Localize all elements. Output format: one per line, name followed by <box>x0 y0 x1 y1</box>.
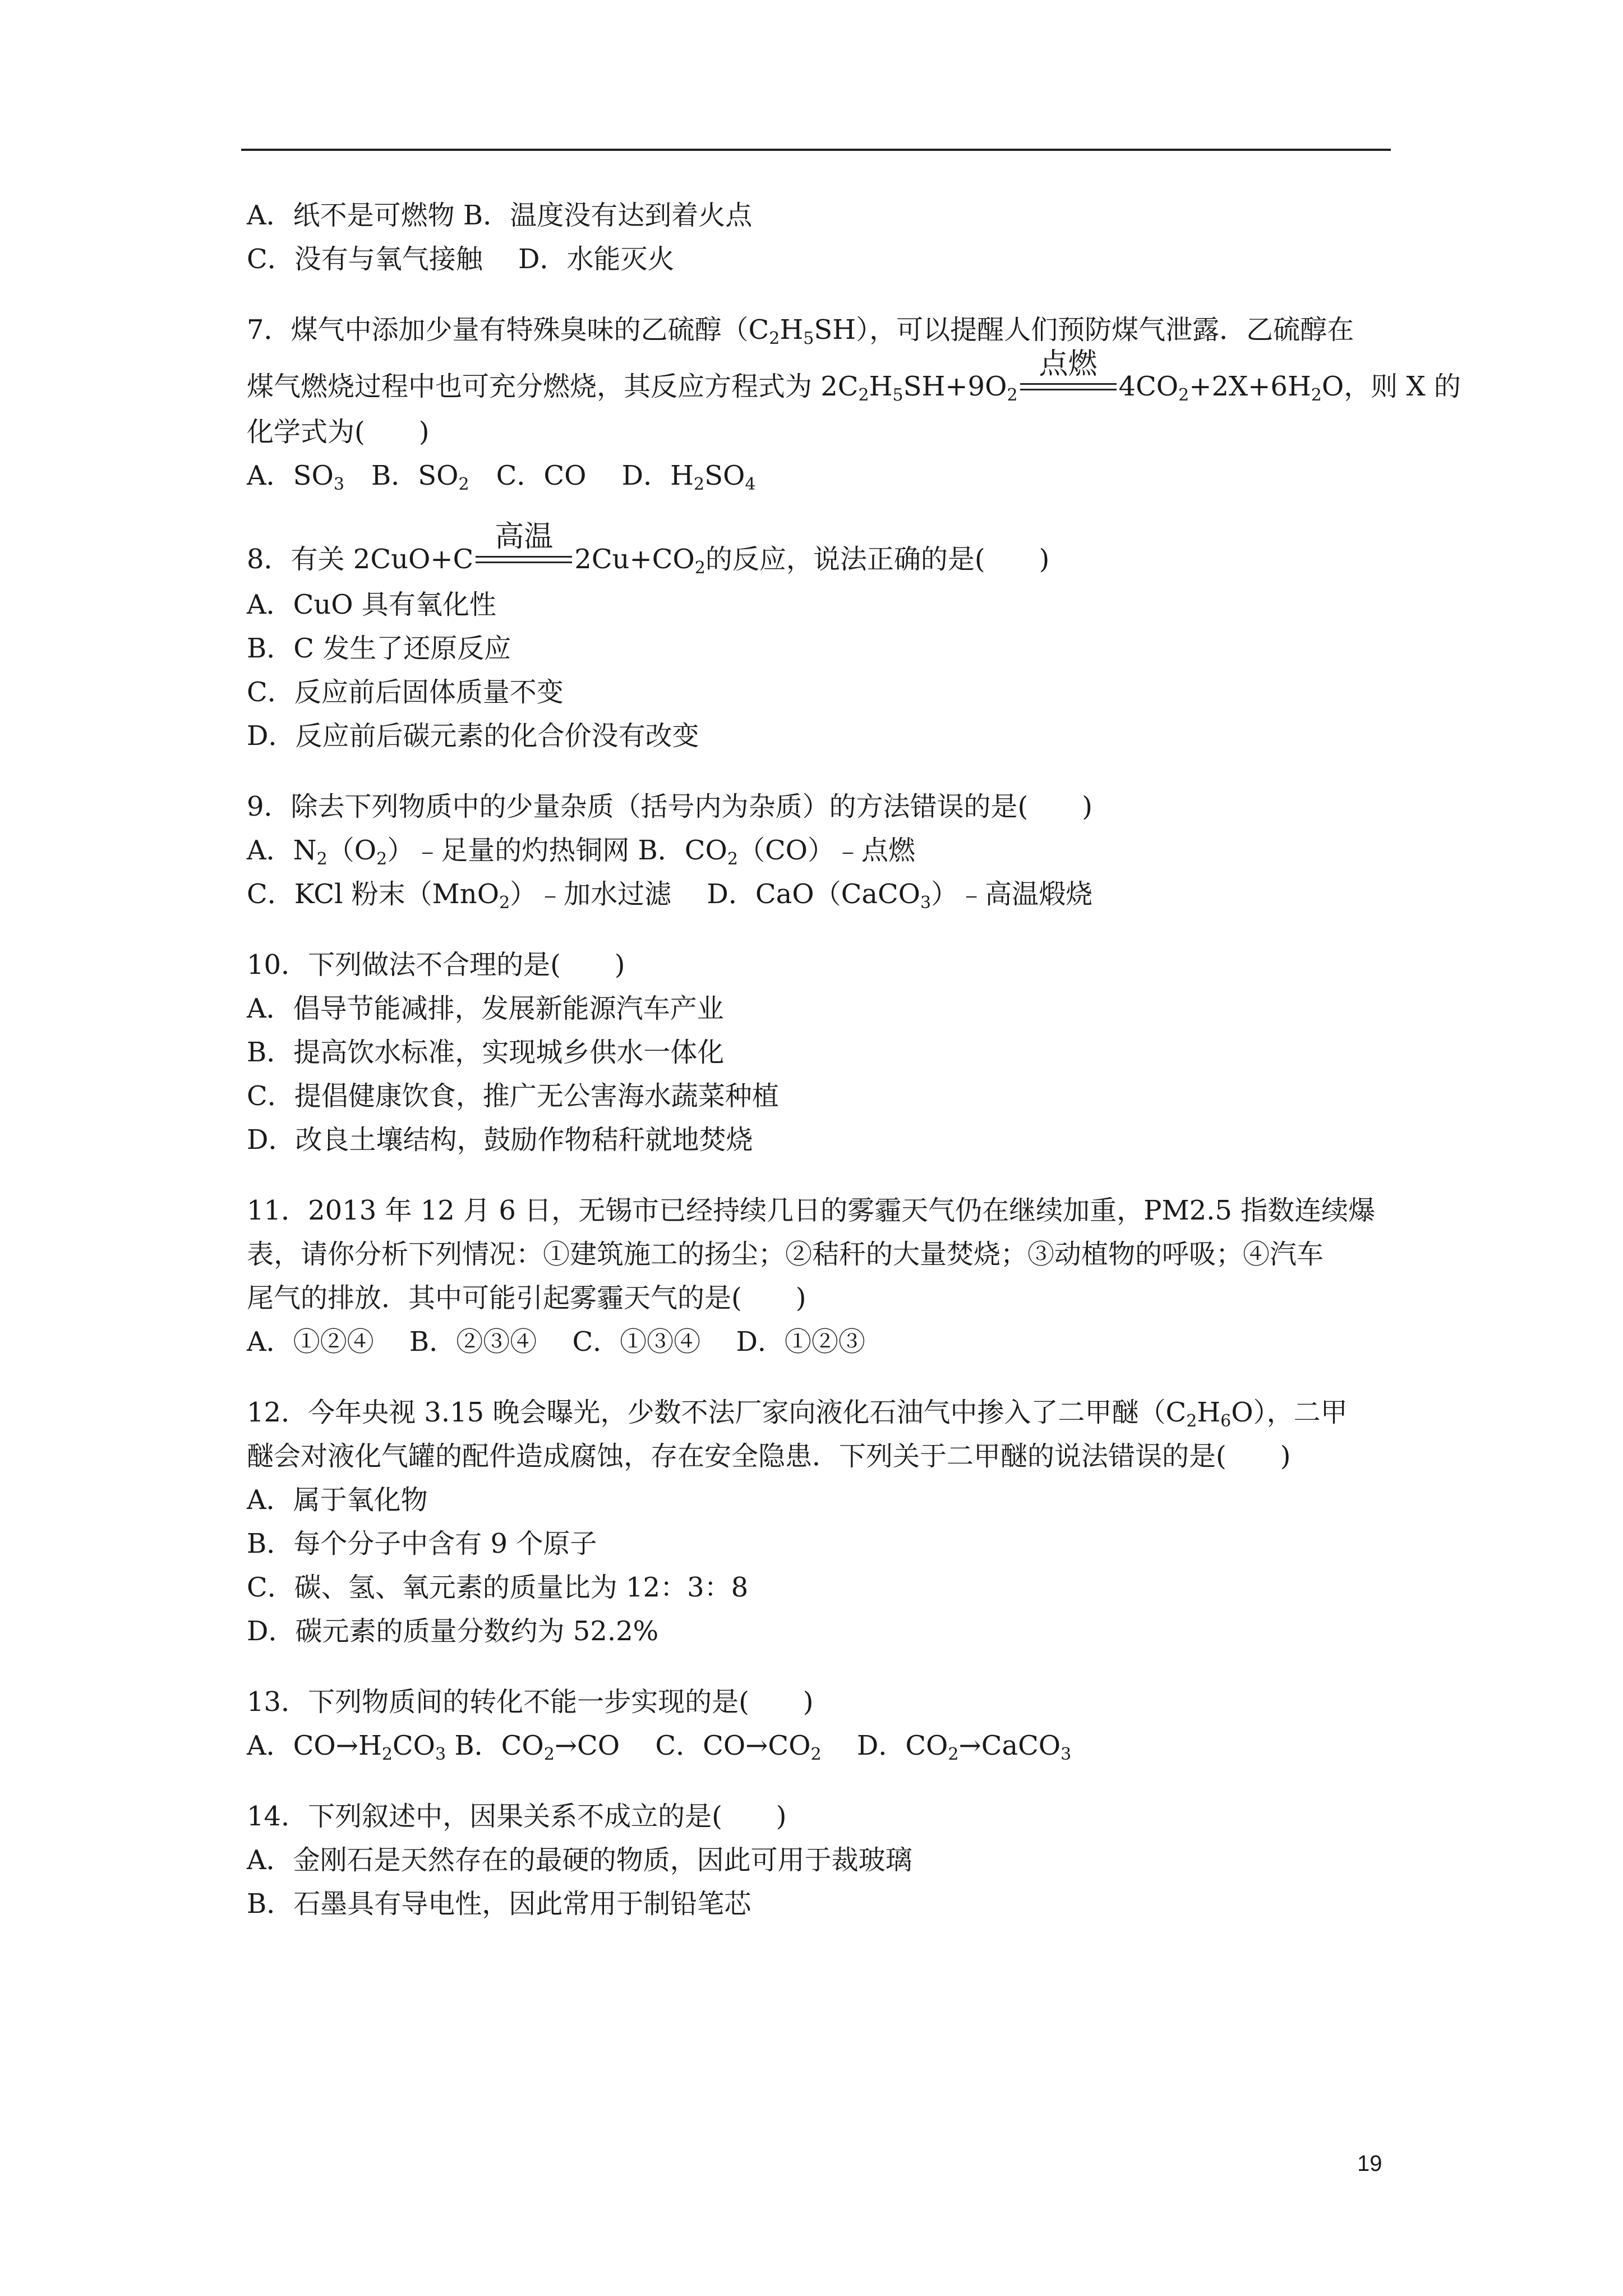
question-stem: 醚会对液化气罐的配件造成腐蚀，存在安全隐患．下列关于二甲醚的说法错误的是( ) <box>247 1441 1291 1472</box>
reaction-condition: 高温 <box>476 537 572 570</box>
question-8 <box>247 520 1396 758</box>
option-d: D．反应前后碳元素的化合价没有改变 <box>247 720 699 752</box>
option-b: B．C 发生了还原反应 <box>247 633 511 664</box>
option-line: A．$N_2(O_2)﹣$足量的灼热铜网 B．$CO_2(CO)﹣$点燃 <box>247 835 916 869</box>
option-b: B．石墨具有导电性，因此常用于制铅笔芯 <box>247 1888 751 1920</box>
option-b: B．提高饮水标准，实现城乡供水一体化 <box>247 1037 725 1068</box>
option-line: A．纸不是可燃物 B．温度没有达到着火点 <box>247 200 753 231</box>
question-stem: 化学式为( ) <box>247 416 430 448</box>
header-rule <box>241 149 1391 151</box>
page-number: 19 <box>1357 2151 1382 2176</box>
option-line: C．KCl 粉末（MnO$_2$）﹣加水过滤 D．CaO（CaCO$_3$）﹣高温煅烧 <box>247 878 1093 913</box>
question-13 <box>247 1680 1396 1768</box>
question-stem: 8．有关 2CuO+C 高温 $2Cu+CO_2$的反应，说法正确的是( ) <box>247 520 1050 578</box>
option-line: A．①②④ B．②③④ C．①③④ D．①②③ <box>247 1326 865 1358</box>
option-d: D．改良土壤结构，鼓励作物秸秆就地焚烧 <box>247 1124 753 1156</box>
option-c: C．反应前后固体质量不变 <box>247 677 564 708</box>
question-stem: 9．除去下列物质中的少量杂质（括号内为杂质）的方法错误的是( ) <box>247 791 1092 822</box>
option-a: A．倡导节能减排，发展新能源汽车产业 <box>247 993 724 1024</box>
reaction-equation: 煤气燃烧过程中也可充分燃烧，其反应方程式为 $2C_2H_5SH+9O_2$ 点燃 $4CO_2+2X+6H_2O$，则 X 的 <box>247 347 1461 405</box>
question-7 <box>247 308 1461 498</box>
question-stem: 尾气的排放．其中可能引起雾霾天气的是( ) <box>247 1282 806 1314</box>
question-stem: 12．今年央视 3.15 晚会曝光，少数不法厂家向液化石油气中掺入了二甲醚$(C_2H_6O)$，二甲 <box>247 1397 1348 1431</box>
question-stem: 表，请你分析下列情况：①建筑施工的扬尘；②秸秆的大量焚烧；③动植物的呼吸；④汽车 <box>247 1239 1324 1270</box>
question-10 <box>247 943 1396 1162</box>
question-stem: 11．2013 年 12 月 6 日，无锡市已经持续几日的雾霾天气仍在继续加重，PM2.5 指数连续爆 <box>247 1195 1376 1226</box>
option-line: A．$CO\to H_2CO_3$ B．$CO_2\to CO$ C．$CO\to CO_2$ D．$CO_2\to CaCO_3$ <box>247 1730 1072 1764</box>
option-a: A．属于氧化物 <box>247 1484 428 1516</box>
question-stem: 10．下列做法不合理的是( ) <box>247 949 625 981</box>
option-line: C．没有与氧气接触 D．水能灭火 <box>247 243 675 275</box>
question-11 <box>247 1189 1396 1364</box>
question-6-options <box>247 194 1396 281</box>
option-c: C．提倡健康饮食，推广无公害海水蔬菜种植 <box>247 1080 779 1112</box>
question-stem: 13．下列物质间的转化不能一步实现的是( ) <box>247 1686 814 1718</box>
option-d: D．碳元素的质量分数约为 52.2% <box>247 1616 659 1647</box>
question-9 <box>247 785 1396 916</box>
question-12 <box>247 1391 1396 1653</box>
option-c: C．碳、氢、氧元素的质量比为 12：3：8 <box>247 1572 749 1603</box>
reaction-condition: 点燃 <box>1020 364 1117 398</box>
option-line: A．$SO_3$ B．$SO_2$ C．CO D．$H_2SO_4$ <box>247 460 756 494</box>
option-a: A．CuO 具有氧化性 <box>247 589 496 620</box>
option-a: A．金刚石是天然存在的最硬的物质，因此可用于裁玻璃 <box>247 1844 912 1876</box>
option-b: B．每个分子中含有 9 个原子 <box>247 1528 597 1559</box>
question-stem: 14．下列叙述中，因果关系不成立的是( ) <box>247 1801 787 1832</box>
document-body <box>247 194 1461 1926</box>
question-stem: 7．煤气中添加少量有特殊臭味的乙硫醇$(C_2H_5SH)$，可以提醒人们预防煤气泄露．乙硫醇在 <box>247 314 1354 348</box>
question-14 <box>247 1795 1396 1926</box>
